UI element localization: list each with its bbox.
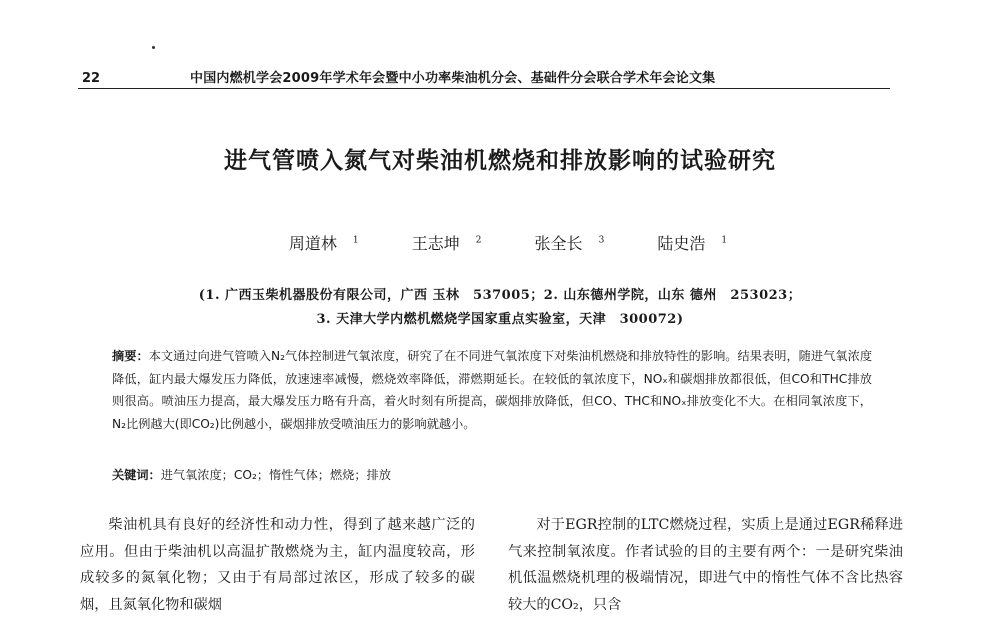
header-rule xyxy=(78,88,890,89)
paper-title: 进气管喷入氮气对柴油机燃烧和排放影响的试验研究 xyxy=(224,148,776,174)
running-header: 中国内燃机学会2009年学术年会暨中小功率柴油机分会、基础件分会联合学术年会论文集 xyxy=(190,71,716,86)
author-name: 王志坤 xyxy=(411,234,460,253)
speck-mark xyxy=(152,46,155,49)
affiliation-marker: 1 xyxy=(352,235,359,246)
author xyxy=(396,234,482,253)
author xyxy=(273,234,359,253)
affiliation-line-2: 3. 天津大学内燃机燃烧学国家重点实验室，天津 300072) xyxy=(316,312,684,327)
page-number: 22 xyxy=(82,71,101,86)
body-paragraph: 柴油机具有良好的经济性和动力性，得到了越来越广泛的应用。但由于柴油机以高温扩散燃烧为主，缸内温度较高，形成较多的氮氧化物；又由于有局部过浓区，形成了较多的碳烟，且氮氧化物和碳烟 xyxy=(80,517,475,613)
affiliation-marker: 3 xyxy=(598,235,605,246)
author-name: 张全长 xyxy=(534,234,583,253)
body-column-right xyxy=(508,512,903,618)
abstract-text: 本文通过向进气管喷入N₂气体控制进气氧浓度，研究了在不同进气氧浓度下对柴油机燃烧和排放特性的影响。结果表明，随进气氧浓度降低，缸内最大爆发压力降低，放速速率减慢，燃烧效率降低，滞燃期延长。在较低的氧浓度下，NOₓ和碳烟排放都很低，但CO和THC排放则很高。喷油压力提高，最大爆发压力略有升高，着火时刻有所提高，碳烟排放降低，但CO、THC和NOₓ排放变化不大。在相同氧浓度下，N₂比例越大(即CO₂)比例越小，碳烟排放受喷油压力的影响就越小。 xyxy=(112,349,873,431)
author-list xyxy=(0,231,1000,254)
affiliation-marker: 2 xyxy=(475,235,482,246)
abstract xyxy=(112,345,872,435)
keywords-text: 进气氧浓度；CO₂；惰性气体；燃烧；排放 xyxy=(160,468,391,482)
body-column-left xyxy=(80,512,475,618)
keywords xyxy=(112,466,872,483)
author-name: 周道林 xyxy=(288,234,337,253)
body-paragraph: 对于EGR控制的LTC燃烧过程，实质上是通过EGR稀释进气来控制氧浓度。作者试验的目的主要有两个：一是研究柴油机低温燃烧机理的极端情况，即进气中的惰性气体不含比热容较大的CO₂，只含 xyxy=(508,517,903,613)
affiliation-marker: 1 xyxy=(721,235,728,246)
author xyxy=(641,234,727,253)
author-name: 陆史浩 xyxy=(657,234,706,253)
abstract-label: 摘要： xyxy=(112,349,149,363)
keywords-label: 关键词： xyxy=(112,468,161,482)
author xyxy=(519,234,605,253)
affiliation-line-1: (1. 广西玉柴机器股份有限公司，广西 玉林 537005；2. 山东德州学院，山东 德州 253023； xyxy=(198,288,802,303)
